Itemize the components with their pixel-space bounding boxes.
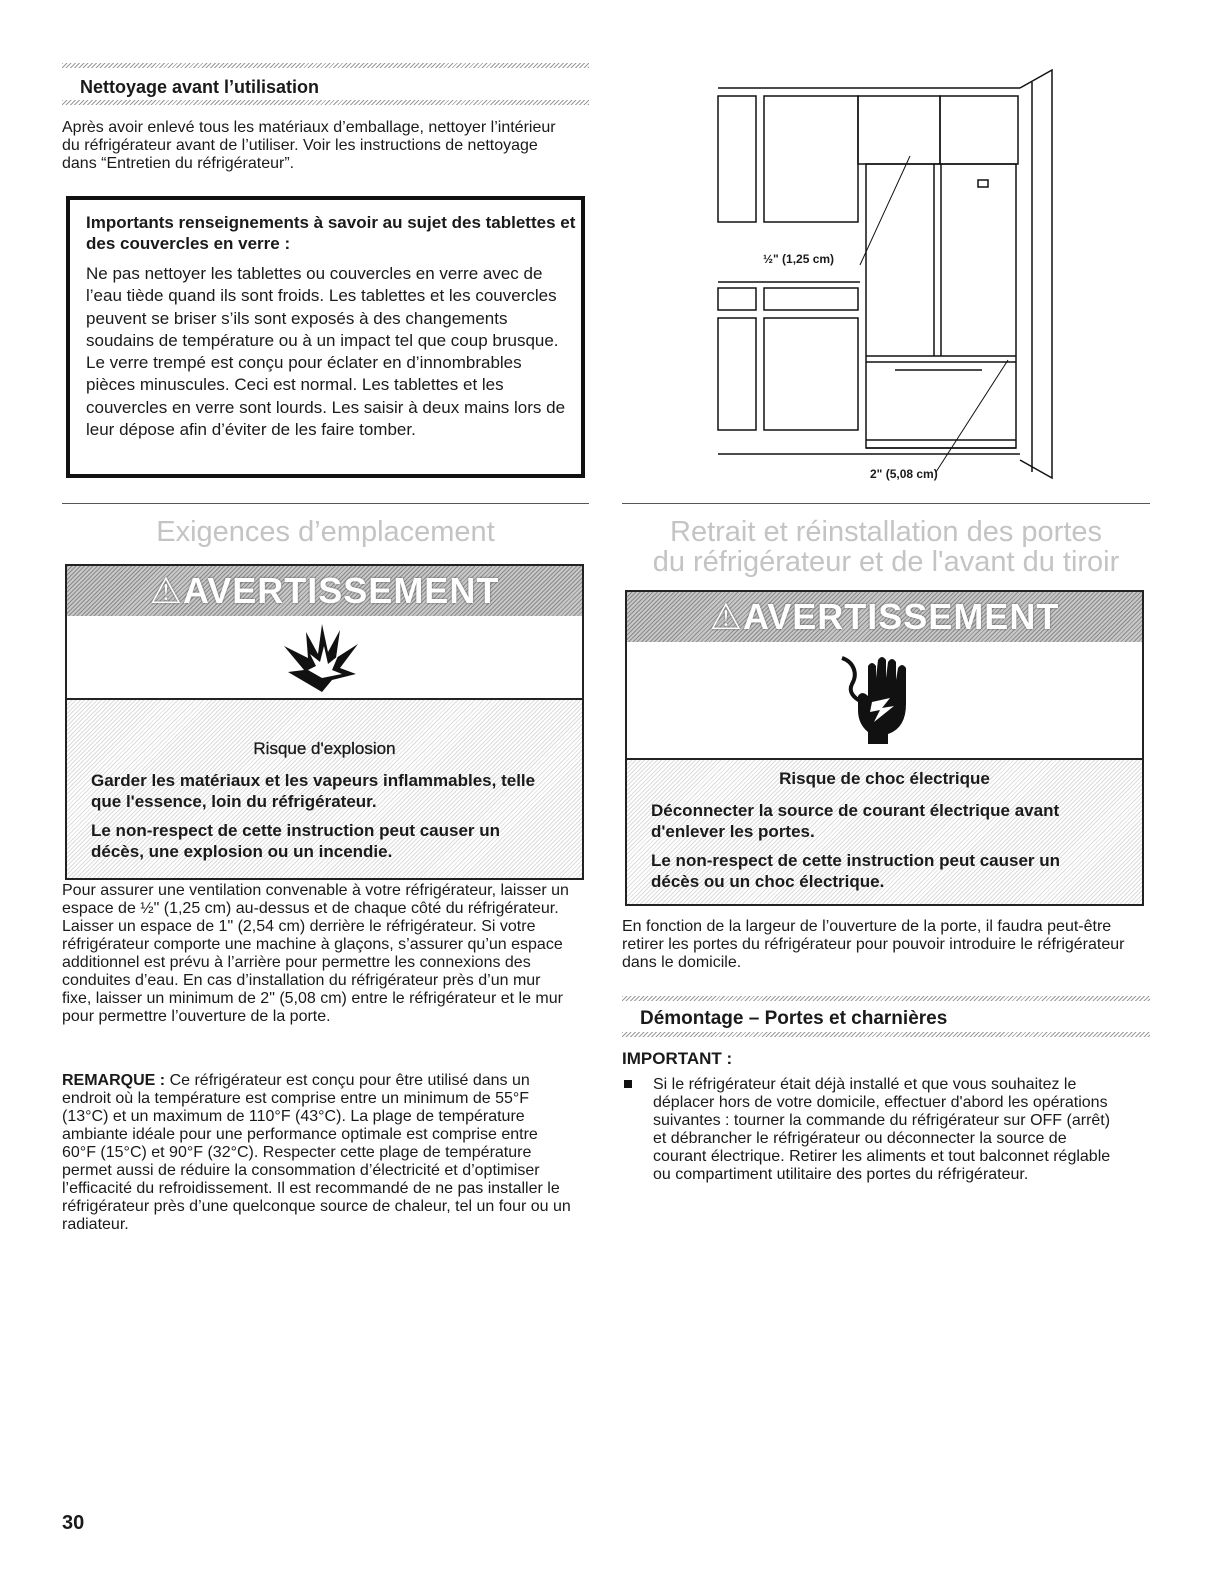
doors-section-title-line1: Retrait et réinstallation des portes: [670, 516, 1102, 548]
cleaning-body: Après avoir enlevé tous les matériaux d’emballage, nettoyer l’intérieur du réfrigérateur avant de l’utiliser. Voir les instructions de nettoyage dans “Entretien du réfrigérateur”.: [62, 119, 556, 172]
warning-symbol-area: [627, 642, 1142, 760]
heading-rule-top: [62, 63, 589, 68]
remark-body: Ce réfrigérateur est conçu pour être utilisé dans un endroit où la température est comprise entre un minimum de 55°F (13°C) et un maximum de 110°F (43°C). La plage de température ambiante idéale pour une performance optimale est comprise entre 60°F (15°C) et 90°F (32°C). Respecter cette plage de température permet aussi de réduire la consommation d’électricité et d’optimiser l’efficacité du refroidissement. Il est recommandé de ne pas installer le réfrigérateur près d’une quelconque source de chaleur, tel un four ou un radiateur.: [62, 1072, 571, 1233]
refrigerator-clearance-diagram: [700, 60, 1170, 490]
explosion-icon: [282, 622, 362, 694]
heading-rule-bottom: [62, 100, 589, 105]
location-remark: [62, 1072, 572, 1234]
warning-banner: [627, 592, 1142, 642]
diagram-label-side-clearance: 2" (5,08 cm): [870, 467, 938, 481]
remark-label: REMARQUE :: [62, 1072, 166, 1089]
section-divider-right: [622, 503, 1150, 504]
glass-info-box: [66, 196, 585, 478]
page-number: 30: [62, 1512, 85, 1534]
warning-text-area: [627, 760, 1142, 904]
explosion-warning-box: [65, 564, 584, 880]
warning-consequence: Le non-respect de cette instruction peut causer un décès ou un choc électrique.: [651, 851, 1061, 891]
important-label: IMPORTANT :: [622, 1049, 733, 1068]
warning-symbol-area: [67, 616, 582, 700]
cleaning-heading: Nettoyage avant l’utilisation: [80, 77, 320, 97]
diagram-label-top-clearance: ½" (1,25 cm): [763, 252, 835, 266]
warning-banner-text: ⚠AVERTISSEMENT: [149, 570, 500, 611]
warning-instruction: Garder les matériaux et les vapeurs inflammables, telle que l'essence, loin du réfrigérateur.: [91, 771, 536, 811]
warning-text-area: [67, 700, 582, 878]
bullet-square-icon: [624, 1080, 632, 1088]
glass-info-title: Importants renseignements à savoir au sujet des tablettes et des couvercles en verre :: [86, 213, 576, 253]
electric-shock-icon: [832, 652, 922, 748]
glass-info-body: Ne pas nettoyer les tablettes ou couvercles en verre avec de l’eau tiède quand ils sont froids. Les tablettes et les couvercles peuvent se briser s’ils sont exposés à des changements soudains de température ou à un impact tel que coup brusque. Le verre trempé est conçu pour éclater en d’innombrables pièces minuscules. Ceci est normal. Les tablettes et les couvercles en verre sont lourds. Les saisir à deux mains lors de leur dépose afin d’éviter de les faire tomber.: [86, 264, 566, 440]
location-section-title: Exigences d’emplacement: [156, 516, 495, 548]
location-paragraph: Pour assurer une ventilation convenable à votre réfrigérateur, laisser un espace de ½" (1,25 cm) au-dessus et de chaque côté du réfrigérateur. Laisser un espace de 1" (2,54 cm) derrière le réfrigérateur. Si votre réfrigérateur comporte une machine à glaçons, s’assurer qu’un espace additionnel est prévu à l’arrière pour permettre les connexions des conduites d’eau. En cas d’installation du réfrigérateur près d’un mur fixe, laisser un minimum de 2" (5,08 cm) entre le réfrigérateur et le mur pour permettre l’ouverture de la porte.: [62, 882, 569, 1025]
electric-shock-warning-box: [625, 590, 1144, 906]
important-bullet-text: Si le réfrigérateur était déjà installé et que vous souhaitez le déplacer hors de votre domicile, effectuer d'abord les opérations suivantes : tourner la commande du réfrigérateur sur OFF (arrêt) et débrancher le réfrigérateur ou déconnecter la source de courant électrique. Retirer les aliments et tout balconnet réglable ou compartiment utilitaire des portes du réfrigérateur.: [653, 1076, 1111, 1183]
warning-banner-text: ⚠AVERTISSEMENT: [709, 596, 1060, 637]
doors-section-title-line2: du réfrigérateur et de l'avant du tiroir: [652, 546, 1120, 578]
warning-instruction: Déconnecter la source de courant électrique avant d'enlever les portes.: [651, 801, 1060, 841]
section-divider-left: [62, 503, 589, 504]
subheading-rule-bottom: [622, 1032, 1150, 1037]
warning-banner: [67, 566, 582, 616]
subheading-rule-top: [622, 996, 1150, 1001]
warning-hazard-title: Risque d'explosion: [253, 739, 396, 758]
warning-hazard-title: Risque de choc électrique: [779, 769, 990, 788]
warning-consequence: Le non-respect de cette instruction peut causer un décès, une explosion ou un incendie.: [91, 821, 501, 861]
doors-paragraph: En fonction de la largeur de l’ouverture de la porte, il faudra peut-être retirer les portes du réfrigérateur pour pouvoir introduire le réfrigérateur dans le domicile.: [622, 918, 1125, 971]
doors-subheading: Démontage – Portes et charnières: [640, 1008, 948, 1029]
